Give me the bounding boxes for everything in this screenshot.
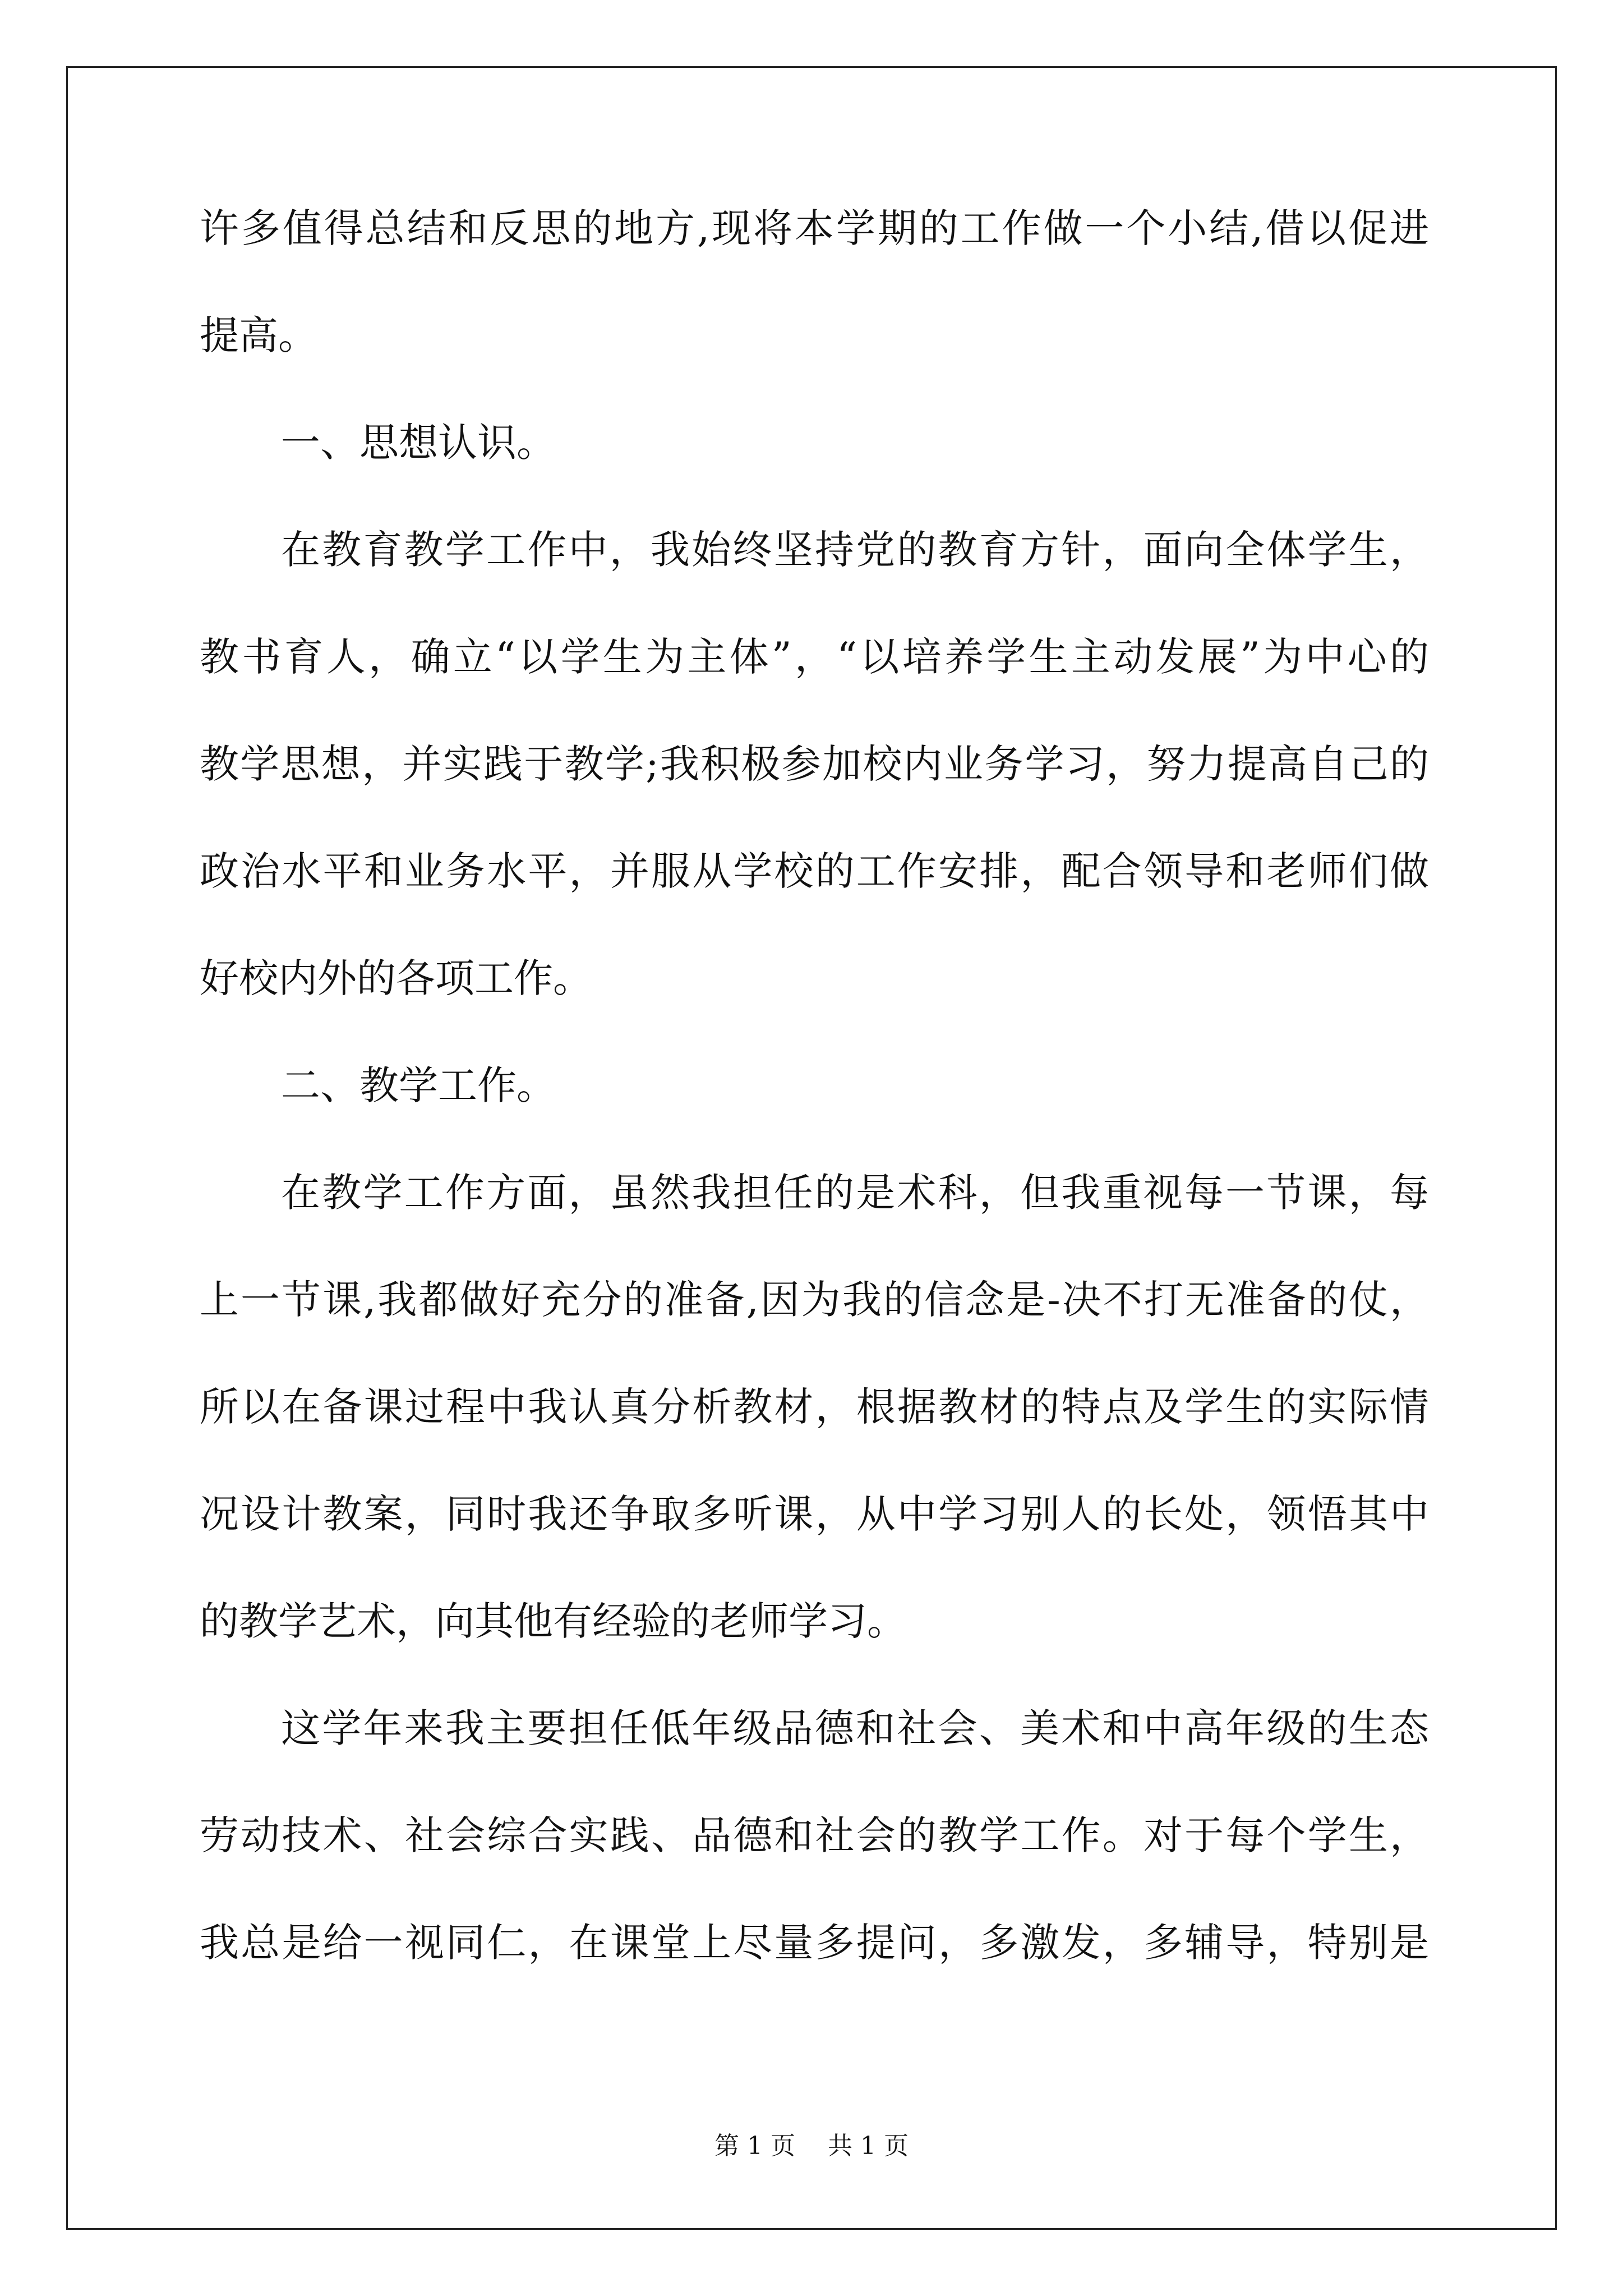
document-body xyxy=(200,205,1429,2030)
text-line: 政治水平和业务水平，并服从学校的工作安排，配合领导和老师们做 xyxy=(200,848,1429,894)
text-line: 劳动技术、社会综合实践、品德和社会的教学工作。对于每个学生， xyxy=(200,1812,1429,1858)
text-line: 我总是给一视同仁，在课堂上尽量多提问，多激发，多辅导，特别是 xyxy=(200,1920,1429,1966)
page-footer xyxy=(0,2132,1623,2160)
text-line: 的教学艺术，向其他有经验的老师学习。 xyxy=(200,1598,906,1644)
page-number: 第 1 页 xyxy=(714,2132,795,2160)
text-line: 所以在备课过程中我认真分析教材，根据教材的特点及学生的实际情 xyxy=(200,1384,1429,1430)
text-line: 提高。 xyxy=(200,312,317,358)
text-line: 教学思想，并实践于教学;我积极参加校内业务学习，努力提高自己的 xyxy=(200,741,1429,787)
section-heading: 二、教学工作。 xyxy=(281,1062,556,1108)
text-line: 在教学工作方面，虽然我担任的是术科，但我重视每一节课，每 xyxy=(281,1170,1429,1216)
section-heading: 一、思想认识。 xyxy=(281,420,556,466)
text-line: 在教育教学工作中，我始终坚持党的教育方针，面向全体学生， xyxy=(281,527,1429,573)
text-line: 好校内外的各项工作。 xyxy=(200,955,592,1001)
text-line: 况设计教案，同时我还争取多听课，从中学习别人的长处，领悟其中 xyxy=(200,1491,1429,1537)
text-line: 上一节课,我都做好充分的准备,因为我的信念是-决不打无准备的仗， xyxy=(200,1277,1429,1323)
text-line: 教书育人，确立“以学生为主体”，“以培养学生主动发展”为中心的 xyxy=(200,634,1429,680)
text-line: 这学年来我主要担任低年级品德和社会、美术和中高年级的生态 xyxy=(281,1705,1429,1751)
text-line: 许多值得总结和反思的地方,现将本学期的工作做一个小结,借以促进 xyxy=(200,205,1429,251)
page-total: 共 1 页 xyxy=(828,2132,909,2160)
